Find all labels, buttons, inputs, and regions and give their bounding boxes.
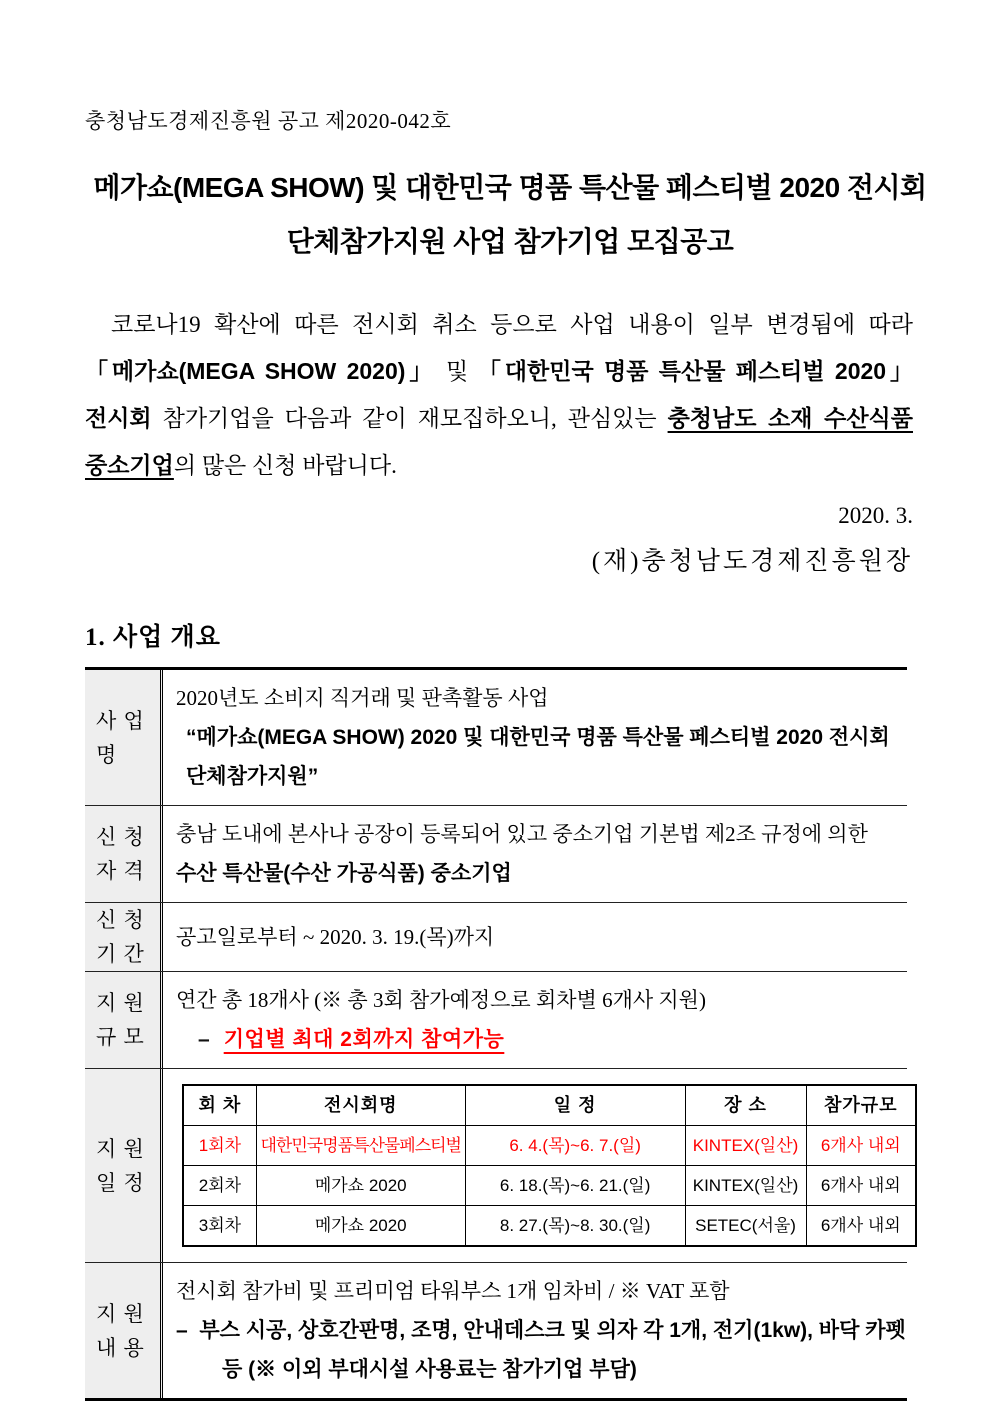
row-business-name bbox=[85, 670, 907, 806]
schedule-cell: KINTEX(일산) bbox=[685, 1166, 806, 1206]
support-content-details: 부스 시공, 상호간판명, 조명, 안내데스크 및 의자 각 1개, 전기(1kw), 바닥 카펫 등 (※ 이외 부대시설 사용료는 참가기업 부담) bbox=[199, 1319, 906, 1381]
schedule-cell: 6개사 내외 bbox=[806, 1126, 916, 1166]
support-content-line2 bbox=[176, 1311, 907, 1389]
schedule-header-place: 장 소 bbox=[685, 1085, 806, 1126]
row-label-support-content bbox=[85, 1263, 163, 1398]
row-eligibility bbox=[85, 806, 907, 903]
schedule-row-3 bbox=[183, 1206, 916, 1247]
schedule-row-1 bbox=[183, 1126, 916, 1166]
schedule-header-name: 전시회명 bbox=[256, 1085, 465, 1126]
row-label-support-schedule bbox=[85, 1069, 163, 1262]
schedule-cell: 메가쇼 2020 bbox=[256, 1206, 465, 1247]
document-title-line2: 단체참가지원 사업 참가기업 모집공고 bbox=[286, 226, 734, 257]
label-line: 기 간 bbox=[96, 942, 145, 966]
schedule-header-row bbox=[183, 1085, 916, 1126]
label-line: 규 모 bbox=[96, 1025, 145, 1049]
dash: – bbox=[198, 1028, 210, 1051]
notice-number: 충청남도경제진흥원 공고 제2020-042호 bbox=[85, 109, 452, 133]
schedule-cell: 대한민국명품특산물페스티벌 bbox=[256, 1126, 465, 1166]
label-line: 지 원 bbox=[96, 1136, 145, 1161]
intro-seg3: 및 bbox=[436, 359, 478, 384]
announcement-date: 2020. 3. bbox=[838, 503, 913, 528]
document-title bbox=[85, 161, 935, 269]
overview-table bbox=[85, 667, 907, 1401]
intro-target-companies: 충청남도 소재 수산식품 중소기업 bbox=[85, 405, 913, 478]
intro-exhibition1: 「메가쇼(MEGA SHOW 2020)」 bbox=[85, 358, 437, 384]
row-label-application-period bbox=[85, 903, 163, 971]
schedule-header-date: 일 정 bbox=[465, 1085, 685, 1126]
schedule-cell: KINTEX(일산) bbox=[685, 1126, 806, 1166]
row-support-schedule bbox=[85, 1069, 907, 1263]
cell-support-schedule bbox=[163, 1069, 917, 1262]
label-line: 명 bbox=[96, 742, 118, 767]
schedule-cell: 6개사 내외 bbox=[806, 1166, 916, 1206]
label-line: 사 업 bbox=[96, 708, 145, 733]
schedule-row-2 bbox=[183, 1166, 916, 1206]
eligibility-target-bold: 수산 특산물(수산 가공식품) 중소기업 bbox=[176, 862, 512, 885]
row-support-content bbox=[85, 1263, 907, 1398]
announcer-name: (재)충청남도경제진흥원장 bbox=[591, 548, 913, 575]
schedule-cell: SETEC(서울) bbox=[685, 1206, 806, 1247]
intro-seg7: 의 많은 신청 바랍니다. bbox=[173, 453, 397, 478]
cell-business-name bbox=[163, 670, 907, 805]
schedule-cell: 6. 4.(목)~6. 7.(일) bbox=[465, 1126, 685, 1166]
business-name-line2: “메가쇼(MEGA SHOW) 2020 및 대한민국 명품 특산물 페스티벌 2020 전시회 단체참가지원” bbox=[186, 726, 890, 788]
schedule-header-size: 참가규모 bbox=[806, 1085, 916, 1126]
label-line: 지 원 bbox=[96, 1301, 145, 1326]
business-name-line1: 2020년도 소비지 직거래 및 판촉활동 사업 bbox=[176, 686, 549, 710]
label-line: 지 원 bbox=[96, 991, 145, 1015]
row-support-scale bbox=[85, 972, 907, 1069]
section-1-title: 1. 사업 개요 bbox=[85, 624, 221, 651]
schedule-table bbox=[182, 1084, 917, 1247]
document-title-line1: 메가쇼(MEGA SHOW) 및 대한민국 명품 특산물 페스티벌 2020 전시회 bbox=[93, 172, 927, 203]
row-label-business-name bbox=[85, 670, 163, 805]
label-line: 신 청 bbox=[96, 908, 145, 932]
label-line: 자 격 bbox=[96, 859, 145, 883]
label-line: 신 청 bbox=[96, 825, 145, 849]
label-line: 내 용 bbox=[96, 1335, 145, 1360]
support-scale-line1: 연간 총 18개사 (※ 총 3회 참가예정으로 회차별 6개사 지원) bbox=[176, 988, 706, 1012]
cell-application-period bbox=[163, 903, 907, 971]
support-content-line1: 전시회 참가비 및 프리미엄 타워부스 1개 임차비 / ※ VAT 포함 bbox=[176, 1279, 730, 1303]
application-period-text: 공고일로부터 ~ 2020. 3. 19.(목)까지 bbox=[176, 924, 495, 949]
schedule-cell: 1회차 bbox=[183, 1126, 256, 1166]
schedule-header-round: 회 차 bbox=[183, 1085, 256, 1126]
intro-seg1: 코로나19 확산에 따른 전시회 취소 등으로 사업 내용이 일부 변경됨에 따라 bbox=[111, 312, 913, 337]
cell-eligibility bbox=[163, 806, 907, 902]
row-label-eligibility bbox=[85, 806, 163, 902]
schedule-cell: 메가쇼 2020 bbox=[256, 1166, 465, 1206]
cell-support-content bbox=[163, 1263, 907, 1398]
signature-block bbox=[85, 503, 913, 577]
eligibility-text: 충남 도내에 본사나 공장이 등록되어 있고 중소기업 기본법 제2조 규정에 의한 bbox=[176, 822, 868, 846]
intro-paragraph bbox=[85, 301, 913, 489]
row-label-support-scale bbox=[85, 972, 163, 1068]
cell-support-scale bbox=[163, 972, 907, 1068]
dash: – bbox=[176, 1319, 188, 1342]
max-participation-note: 기업별 최대 2회까지 참여가능 bbox=[223, 1028, 505, 1051]
schedule-cell: 6개사 내외 bbox=[806, 1206, 916, 1247]
row-application-period bbox=[85, 903, 907, 972]
intro-seg5: 참가기업을 다음과 같이 재모집하오니, 관심있는 bbox=[151, 406, 668, 431]
schedule-cell: 3회차 bbox=[183, 1206, 256, 1247]
schedule-table-wrap bbox=[182, 1084, 917, 1247]
schedule-cell: 8. 27.(목)~8. 30.(일) bbox=[465, 1206, 685, 1247]
schedule-cell: 2회차 bbox=[183, 1166, 256, 1206]
intro-exhibition2: 「대한민국 명품 특산물 페스티벌 2020」 전시회 bbox=[85, 358, 914, 431]
support-scale-line2 bbox=[176, 1020, 907, 1059]
schedule-cell: 6. 18.(목)~6. 21.(일) bbox=[465, 1166, 685, 1206]
label-line: 일 정 bbox=[96, 1170, 145, 1195]
